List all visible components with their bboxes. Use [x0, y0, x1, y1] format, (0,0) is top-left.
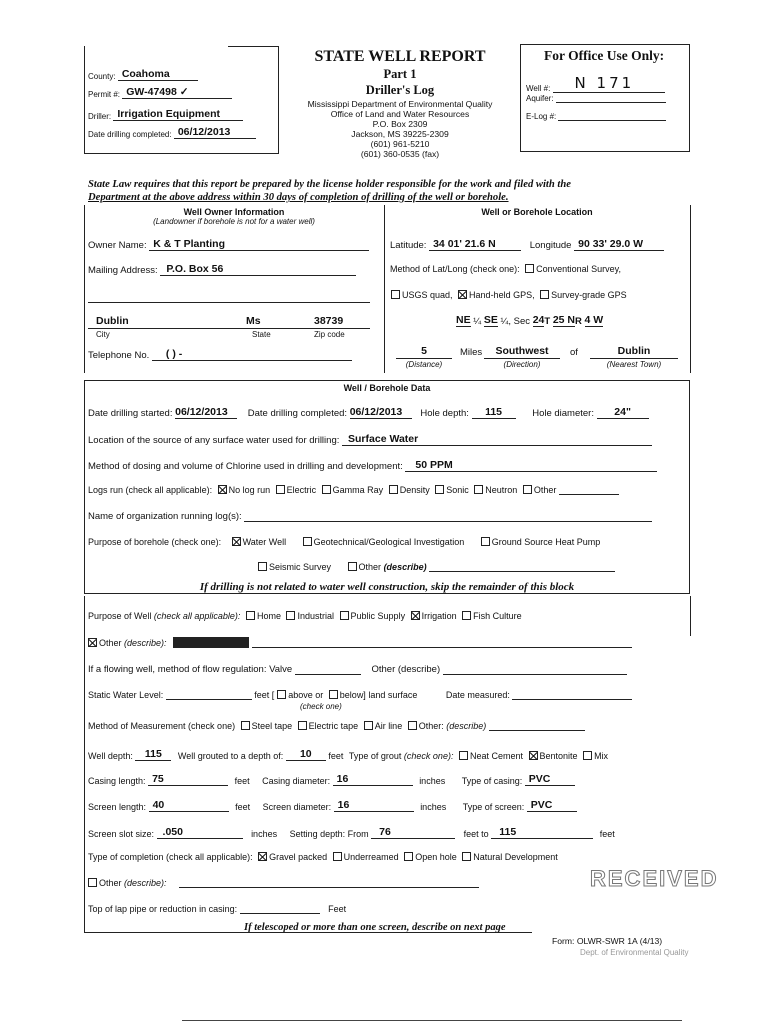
- stamp-subtext: Dept. of Environmental Quality: [580, 948, 689, 957]
- fish-culture-checkbox[interactable]: [462, 611, 471, 620]
- survey-grade-gps-label: Survey-grade GPS: [551, 290, 627, 300]
- telescoped-note: If telescoped or more than one screen, describe on next page: [244, 922, 506, 933]
- date-measured-field[interactable]: [512, 690, 632, 700]
- natural-development-checkbox[interactable]: [462, 852, 471, 861]
- casing-feet-label: feet: [234, 776, 250, 786]
- home-label: Home: [256, 611, 281, 621]
- irrigation-label: Irrigation: [421, 611, 457, 621]
- other-purpose-label: Other: [358, 562, 382, 572]
- report-title: STATE WELL REPORT: [314, 48, 486, 65]
- date-completed-row: [88, 126, 256, 139]
- flowing-well-label: If a flowing well, method of flow regulation: Valve: [88, 664, 293, 675]
- owner-state-label: State: [252, 330, 271, 339]
- quarter-1-value[interactable]: NE: [456, 314, 471, 326]
- direction-label: (Direction): [503, 360, 541, 369]
- usgs-quad-label: USGS quad,: [402, 290, 453, 300]
- nearest-town-label: (Nearest Town): [606, 360, 662, 369]
- date-completed-data-label: Date drilling completed:: [247, 408, 348, 419]
- seismic-survey-checkbox[interactable]: [258, 562, 267, 571]
- static-water-label: Static Water Level:: [88, 690, 164, 700]
- owner-state-value[interactable]: Ms: [246, 315, 261, 327]
- measurement-describe: (describe): [446, 721, 487, 731]
- drilling-dates-row: [88, 406, 649, 419]
- usgs-quad-checkbox[interactable]: [391, 290, 400, 299]
- below-checkbox[interactable]: [329, 690, 338, 699]
- air-line-label: Air line: [374, 721, 403, 731]
- quarter-1-symbol: ¼: [473, 316, 482, 327]
- date-completed-label: Date drilling completed:: [88, 130, 172, 139]
- public-supply-checkbox[interactable]: [340, 611, 349, 620]
- latitude-label: Latitude:: [390, 240, 427, 251]
- hole-diameter-label: Hole diameter:: [532, 408, 594, 419]
- measurement-other-checkbox[interactable]: [408, 721, 417, 730]
- slot-size-value[interactable]: .050: [157, 826, 243, 839]
- of-label: of: [570, 347, 578, 358]
- office-aquifer-row: [526, 93, 666, 103]
- latitude-value[interactable]: 34 01' 21.6 N: [429, 238, 521, 251]
- office-aquifer-field[interactable]: [556, 93, 666, 103]
- logs-run-label: Logs run (check all applicable):: [88, 485, 213, 495]
- screen-diameter-value[interactable]: 16: [334, 799, 414, 812]
- ground-source-heat-pump-label: Ground Source Heat Pump: [491, 537, 601, 547]
- casing-row: [88, 773, 575, 786]
- township-value[interactable]: 25 N: [552, 314, 576, 326]
- density-checkbox[interactable]: [389, 485, 398, 494]
- logs-run-row: [88, 485, 619, 495]
- driller-value[interactable]: Irrigation Equipment: [113, 108, 243, 121]
- water-well-label: Water Well: [242, 537, 287, 547]
- county-label: County:: [88, 72, 116, 81]
- permit-value[interactable]: GW-47498: [126, 86, 177, 98]
- flowing-well-row: [88, 664, 627, 675]
- screen-diameter-label: Screen diameter:: [262, 802, 332, 812]
- irrigation-checkbox[interactable]: [411, 611, 420, 620]
- steel-tape-checkbox[interactable]: [241, 721, 250, 730]
- setting-depth-label: Setting depth: From: [289, 829, 369, 839]
- steel-tape-label: Steel tape: [251, 721, 293, 731]
- well-other-checkbox[interactable]: [88, 638, 97, 647]
- other-log-field[interactable]: [559, 485, 619, 495]
- agency-line: Mississippi Department of Environmental Quality: [307, 99, 493, 109]
- mailing-address-row: [88, 263, 356, 276]
- report-part: Part 1: [383, 67, 417, 81]
- neutron-label: Neutron: [485, 485, 518, 495]
- date-started-value[interactable]: 06/12/2013: [175, 406, 237, 419]
- telephone-value[interactable]: ( ) -: [152, 348, 352, 361]
- mix-checkbox[interactable]: [583, 751, 592, 760]
- borehole-purpose-row: [88, 537, 600, 547]
- chlorine-value[interactable]: 50 PPM: [405, 459, 657, 472]
- mix-label: Mix: [594, 751, 609, 761]
- range-value[interactable]: 4 W: [584, 314, 604, 326]
- permit-label: Permit #:: [88, 90, 121, 99]
- casing-diameter-value[interactable]: 16: [333, 773, 413, 786]
- electric-log-label: Electric: [286, 485, 317, 495]
- telephone-label: Telephone No.: [88, 350, 150, 361]
- state-law-line-2: Department at the above address within 30 days of completion of drilling of the well or borehole.: [88, 192, 509, 203]
- grout-check-note: (check one):: [403, 751, 454, 761]
- neutron-checkbox[interactable]: [474, 485, 483, 494]
- latitude-row: [390, 238, 664, 251]
- completion-other-label: Other: [99, 878, 122, 888]
- air-line-checkbox[interactable]: [364, 721, 373, 730]
- electric-tape-label: Electric tape: [308, 721, 359, 731]
- well-depth-value[interactable]: 115: [135, 748, 171, 761]
- grouted-feet-label: feet: [328, 751, 344, 761]
- office-use-title: For Office Use Only:: [544, 48, 665, 63]
- no-log-run-label: No log run: [228, 485, 271, 495]
- casing-diameter-label: Casing diameter:: [262, 776, 331, 786]
- no-log-run-checkbox[interactable]: [218, 485, 227, 494]
- gamma-ray-checkbox[interactable]: [322, 485, 331, 494]
- completion-label: Type of completion (check all applicable):: [88, 852, 253, 862]
- well-purpose-paren: (check all applicable):: [153, 611, 241, 621]
- distance-label: (Distance): [405, 360, 443, 369]
- hole-depth-value[interactable]: 115: [472, 406, 516, 419]
- date-completed-data-value[interactable]: 06/12/2013: [350, 406, 412, 419]
- surface-water-label: Location of the source of any surface water used for drilling:: [88, 435, 340, 446]
- log-organization-field[interactable]: [244, 512, 652, 522]
- gravel-packed-checkbox[interactable]: [258, 852, 267, 861]
- water-well-checkbox[interactable]: [232, 537, 241, 546]
- completion-describe: (describe):: [124, 878, 167, 888]
- setting-feet-label: feet: [599, 829, 615, 839]
- natural-development-label: Natural Development: [473, 852, 558, 862]
- driller-row: [88, 108, 243, 121]
- borehole-purpose-label: Purpose of borehole (check one):: [88, 537, 222, 547]
- slot-row: [88, 826, 615, 839]
- surface-water-value[interactable]: Surface Water: [342, 433, 652, 446]
- driller-label: Driller:: [88, 112, 112, 121]
- other-log-checkbox[interactable]: [523, 485, 532, 494]
- industrial-checkbox[interactable]: [286, 611, 295, 620]
- well-other-field[interactable]: [252, 638, 632, 648]
- static-water-row: [88, 690, 632, 700]
- screen-length-label: Screen length:: [88, 802, 147, 812]
- handheld-gps-checkbox[interactable]: [458, 290, 467, 299]
- flowing-valve-field[interactable]: [295, 665, 361, 675]
- township-label: T: [544, 316, 551, 327]
- setting-from-value[interactable]: 76: [371, 826, 455, 839]
- distance-value[interactable]: 5: [421, 345, 427, 357]
- casing-inches-label: inches: [419, 776, 446, 786]
- slot-size-label: Screen slot size:: [88, 829, 155, 839]
- owner-zip-value[interactable]: 38739: [314, 315, 344, 327]
- owner-name-row: [88, 238, 369, 251]
- screen-row: [88, 799, 577, 812]
- date-started-label: Date drilling started:: [88, 408, 173, 419]
- fish-culture-label: Fish Culture: [473, 611, 522, 621]
- date-measured-label: Date measured:: [445, 690, 510, 700]
- section-value[interactable]: 24: [532, 314, 545, 326]
- electric-tape-checkbox[interactable]: [298, 721, 307, 730]
- direction-value[interactable]: Southwest: [495, 345, 549, 357]
- office-well-row: [526, 74, 665, 93]
- hole-diameter-value[interactable]: 24": [597, 406, 649, 419]
- office-elog-row: [526, 111, 666, 121]
- mailing-address-value[interactable]: P.O. Box 56: [160, 263, 356, 276]
- report-subtitle: Driller's Log: [365, 83, 435, 97]
- well-purpose-label: Purpose of Well: [88, 611, 152, 621]
- gamma-ray-label: Gamma Ray: [332, 485, 384, 495]
- office-elog-field[interactable]: [558, 111, 666, 121]
- office-elog-label: E-Log #:: [526, 112, 557, 121]
- open-hole-checkbox[interactable]: [404, 852, 413, 861]
- electric-log-checkbox[interactable]: [276, 485, 285, 494]
- other-purpose-field[interactable]: [429, 562, 615, 572]
- completion-other-checkbox[interactable]: [88, 878, 97, 887]
- measurement-other-field[interactable]: [489, 721, 585, 731]
- flowing-other-field[interactable]: [443, 665, 627, 675]
- screen-type-label: Type of screen:: [462, 802, 525, 812]
- underreamed-label: Underreamed: [343, 852, 399, 862]
- conventional-survey-checkbox[interactable]: [525, 264, 534, 273]
- well-depth-label: Well depth:: [88, 751, 133, 761]
- log-organization-row: [88, 511, 652, 522]
- agency-line: Jackson, MS 39225-2309: [351, 129, 449, 139]
- permit-row: [88, 86, 232, 99]
- neat-cement-checkbox[interactable]: [459, 751, 468, 760]
- handheld-gps-label: Hand-held GPS,: [469, 290, 535, 300]
- measurement-label: Method of Measurement (check one): [88, 721, 236, 731]
- office-well-label: Well #:: [526, 84, 551, 93]
- date-completed-value[interactable]: 06/12/2013: [174, 126, 256, 139]
- owner-city-label: City: [96, 330, 110, 339]
- range-label: R: [575, 316, 582, 327]
- bentonite-checkbox[interactable]: [529, 751, 538, 760]
- owner-name-value[interactable]: K & T Planting: [149, 238, 369, 251]
- completion-other-row: [88, 878, 479, 888]
- agency-line: (601) 360-0535 (fax): [360, 149, 440, 159]
- mailing-address-label: Mailing Address:: [88, 265, 158, 276]
- casing-type-value[interactable]: PVC: [525, 773, 575, 786]
- screen-inches-label: inches: [420, 802, 447, 812]
- log-organization-label: Name of organization running log(s):: [88, 511, 242, 522]
- well-depth-row: [88, 748, 608, 761]
- screen-feet-label: feet: [235, 802, 251, 812]
- ground-source-heat-pump-checkbox[interactable]: [481, 537, 490, 546]
- owner-city-value[interactable]: Dublin: [96, 315, 129, 327]
- casing-type-label: Type of casing:: [461, 776, 523, 786]
- geotechnical-checkbox[interactable]: [303, 537, 312, 546]
- grout-type-label: Type of grout: [348, 751, 402, 761]
- sonic-checkbox[interactable]: [435, 485, 444, 494]
- bentonite-label: Bentonite: [539, 751, 578, 761]
- method-label: Method of Lat/Long (check one):: [390, 264, 520, 274]
- location-heading: Well or Borehole Location: [481, 207, 593, 217]
- chlorine-label: Method of dosing and volume of Chlorine used in drilling and development:: [88, 461, 403, 472]
- setting-to-value[interactable]: 115: [491, 826, 593, 839]
- borehole-purpose-row-2: [255, 562, 615, 572]
- skip-note: If drilling is not related to water well construction, skip the remainder of this block: [199, 581, 575, 593]
- check-one-note: (check one): [300, 702, 342, 711]
- screen-length-value[interactable]: 40: [149, 799, 229, 812]
- owner-note: (Landowner if borehole is not for a water well): [153, 217, 315, 226]
- well-purpose-row: [88, 611, 522, 621]
- casing-length-value[interactable]: 75: [148, 773, 228, 786]
- industrial-label: Industrial: [297, 611, 335, 621]
- received-stamp: RECEIVED: [590, 866, 719, 891]
- miles-label: Miles: [460, 347, 483, 358]
- agency-line: P.O. Box 2309: [372, 119, 428, 129]
- measurement-row: [88, 721, 585, 731]
- agency-line: (601) 961-5210: [370, 139, 430, 149]
- well-other-label: Other: [99, 638, 122, 648]
- surface-water-row: [88, 433, 652, 446]
- survey-grade-gps-checkbox[interactable]: [540, 290, 549, 299]
- chlorine-row: [88, 459, 657, 472]
- owner-heading: Well Owner Information: [183, 207, 285, 217]
- grouted-value[interactable]: 10: [286, 748, 326, 761]
- county-row: [88, 68, 198, 81]
- hole-depth-label: Hole depth:: [420, 408, 469, 419]
- other-log-label: Other: [533, 485, 557, 495]
- method-row-2: [388, 290, 627, 300]
- casing-length-label: Casing length:: [88, 776, 146, 786]
- section-row: [456, 314, 603, 327]
- gravel-packed-label: Gravel packed: [269, 852, 328, 862]
- underreamed-checkbox[interactable]: [333, 852, 342, 861]
- home-checkbox[interactable]: [246, 611, 255, 620]
- lap-pipe-feet-label: Feet: [328, 904, 347, 914]
- longitude-label: Longitude: [529, 240, 572, 251]
- geotechnical-label: Geotechnical/Geological Investigation: [313, 537, 465, 547]
- quarter-2-symbol: ¼, Sec: [500, 316, 531, 327]
- nearest-town-value[interactable]: Dublin: [617, 345, 651, 357]
- public-supply-label: Public Supply: [350, 611, 406, 621]
- lap-pipe-label: Top of lap pipe or reduction in casing:: [88, 904, 238, 914]
- above-label: above or: [288, 690, 324, 700]
- agency-address: [280, 99, 520, 159]
- office-well-value[interactable]: N 171: [553, 74, 665, 93]
- lap-pipe-field[interactable]: [240, 904, 320, 914]
- static-water-field[interactable]: [166, 690, 252, 700]
- office-aquifer-label: Aquifer:: [526, 94, 554, 103]
- neat-cement-label: Neat Cement: [469, 751, 523, 761]
- method-row-1: [390, 264, 621, 274]
- owner-zip-label: Zip code: [314, 330, 345, 339]
- density-label: Density: [399, 485, 430, 495]
- borehole-data-heading: Well / Borehole Data: [343, 383, 431, 393]
- other-purpose-checkbox[interactable]: [348, 562, 357, 571]
- permit-check-mark: ✓: [179, 86, 189, 98]
- county-value[interactable]: Coahoma: [118, 68, 198, 81]
- setting-feet-to-label: feet to: [463, 829, 489, 839]
- well-other-row: [88, 637, 632, 648]
- above-checkbox[interactable]: [277, 690, 286, 699]
- slot-inches-label: inches: [251, 829, 278, 839]
- other-purpose-describe: (describe): [383, 562, 427, 572]
- sonic-label: Sonic: [446, 485, 469, 495]
- seismic-survey-label: Seismic Survey: [269, 562, 332, 572]
- conventional-survey-label: Conventional Survey,: [536, 264, 621, 274]
- measurement-other-label: Other:: [418, 721, 444, 731]
- form-id: Form: OLWR-SWR 1A (4/13): [552, 936, 663, 946]
- flowing-other-label: Other (describe): [371, 664, 441, 675]
- completion-other-field[interactable]: [179, 878, 479, 888]
- static-feet-label: feet [: [254, 690, 275, 700]
- well-other-describe: (describe):: [124, 638, 167, 648]
- quarter-2-value[interactable]: SE: [483, 314, 498, 326]
- redacted-text: [173, 637, 249, 648]
- longitude-value[interactable]: 90 33' 29.0 W: [574, 238, 664, 251]
- lap-pipe-row: [88, 904, 346, 914]
- owner-name-label: Owner Name:: [88, 240, 147, 251]
- open-hole-label: Open hole: [415, 852, 457, 862]
- completion-row: [88, 852, 558, 862]
- grouted-label: Well grouted to a depth of:: [177, 751, 284, 761]
- agency-line: Office of Land and Water Resources: [330, 109, 470, 119]
- telephone-row: [88, 348, 352, 361]
- screen-type-value[interactable]: PVC: [527, 799, 577, 812]
- below-label: below] land surface: [339, 690, 418, 700]
- state-law-line-1: State Law requires that this report be prepared by the license holder responsible for the work and filed with the: [88, 179, 571, 190]
